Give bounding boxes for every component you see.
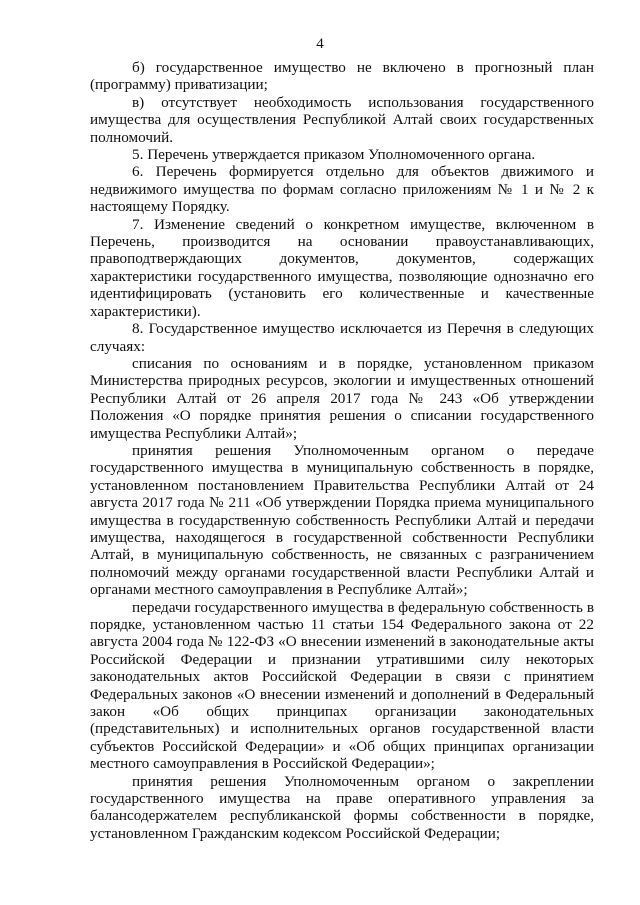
paragraph-6-formation: 6. Перечень формируется отдельно для объектов движимого и недвижимого имущества по формам согласно приложениям № 1 и № 2 к настоящему Порядку. [90,163,594,216]
document-body [90,59,594,842]
paragraph-8-exclusion: 8. Государственное имущество исключается из Перечня в следующих случаях: [90,320,594,355]
paragraph-5-approval: 5. Перечень утверждается приказом Уполномоченного органа. [132,146,536,164]
clause-municipal-transfer: принятия решения Уполномоченным органом о передаче государственного имущества в муниципальную собственность в порядке, установленном постановлением Правительства Республики Алтай от 24 августа 2017 года № 211 «Об утверждении Порядка приема муниципального имущества в государственную собственность Республики Алтай и передачи имущества, находящегося в государственной собственности Республики Алтай, в муниципальную собственность, не связанных с разграничением полномочий между органами государственной власти Республики Алтай и органами местного самоуправления в Республике Алтай»; [90,441,594,599]
paragraph-b-not-in-privatization-plan: б) государственное имущество не включено в прогнозный план (программу) приватизации; [90,59,594,94]
clause-write-off: списания по основаниям и в порядке, установленном приказом Министерства природных ресурсов, экологии и имущественных отношений Республики Алтай от 26 апреля 2017 года № 243 «Об утверждении Положения «О порядке принятия решения о списании государственного имущества Республики Алтай»; [90,354,594,442]
clause-operational-management: принятия решения Уполномоченным органом о закреплении государственного имущества на праве оперативного управления за балансодержателем республиканской формы собственности в порядке, установленном Гражданским кодексом Российской Федерации; [90,772,594,842]
paragraph-v-no-need-for-use: в) отсутствует необходимость использования государственного имущества для осуществления Республикой Алтай своих государственных полномочий. [90,93,594,146]
page-number: 4 [316,36,324,52]
clause-federal-transfer: передачи государственного имущества в федеральную собственность в порядке, установленном частью 11 статьи 154 Федерального закона от 22 августа 2004 года № 122-ФЗ «О внесении изменений в законодательные акты Российской Федерации и признании утратившими силу некоторых законодательных актов Российской Федерации в связи с принятием Федеральных законов «О внесении изменений и дополнений в Федеральный закон «Об общих принципах организации законодательных (представительных) и исполнительных органов государственной власти субъектов Российской Федерации» и «Об общих принципах организации местного самоуправления в Российской Федерации»; [90,598,594,773]
paragraph-7-changes: 7. Изменение сведений о конкретном имуществе, включенном в Перечень, производится на основании правоустанавливающих, правоподтверждающих документов, документов, содержащих характеристики государственного имущества, позволяющие однозначно его идентифицировать (установить его количественные и качественные характеристики). [90,215,594,320]
